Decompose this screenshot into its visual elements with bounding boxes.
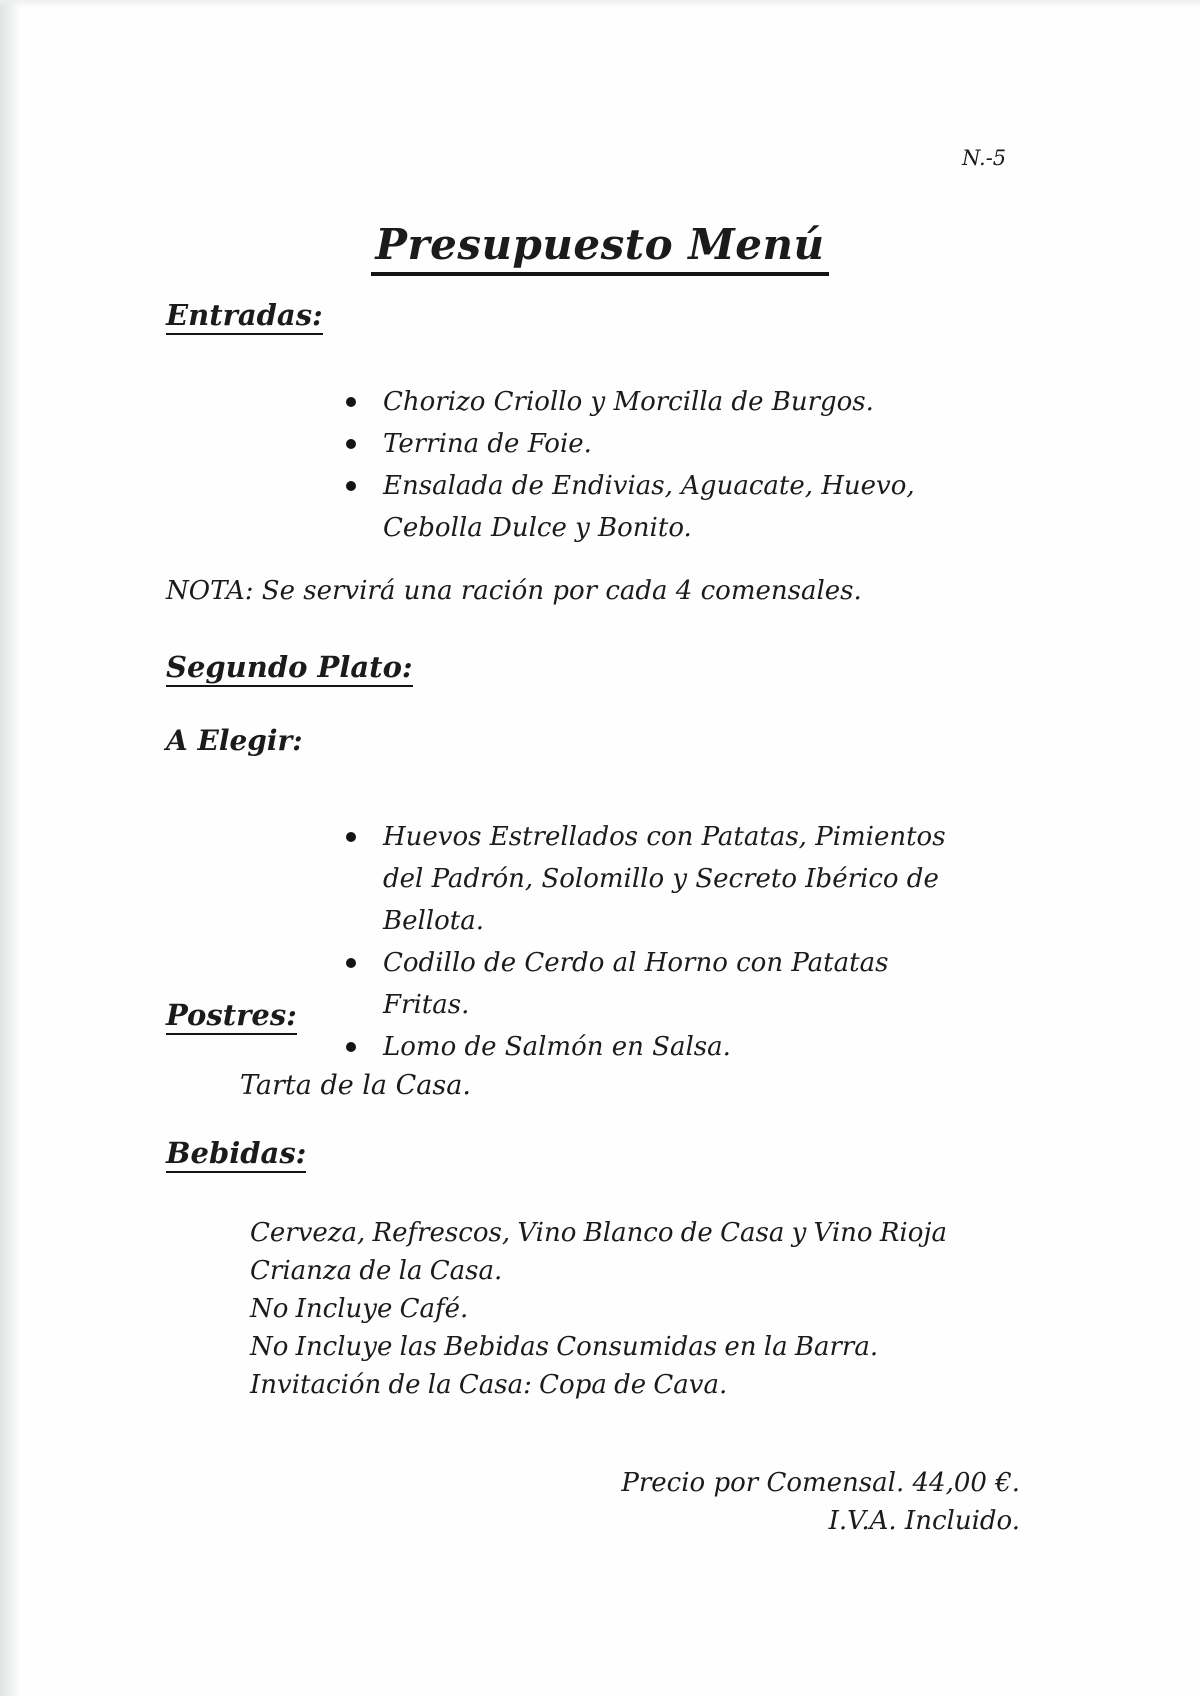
bullet-icon <box>346 958 356 968</box>
section-heading-postres <box>166 998 297 1035</box>
segundo-plato-list <box>346 816 958 1068</box>
list-item-text: Terrina de Foie. <box>383 429 592 459</box>
bullet-icon <box>346 1042 356 1052</box>
list-item <box>346 942 958 1026</box>
list-item <box>346 1026 958 1068</box>
entradas-list <box>346 381 954 549</box>
bullet-icon <box>346 832 356 842</box>
postre-item: Tarta de la Casa. <box>240 1070 471 1101</box>
serving-note: NOTA: Se servirá una ración por cada 4 comensales. <box>166 576 862 606</box>
bullet-icon <box>346 397 356 407</box>
list-item-text: Ensalada de Endivias, Aguacate, Huevo, Cebolla Dulce y Bonito. <box>383 471 915 543</box>
list-item <box>346 465 954 549</box>
section-heading-postres-text: Postres: <box>166 998 297 1035</box>
bebidas-line: No Incluye las Bebidas Consumidas en la Barra. <box>250 1332 879 1362</box>
bullet-icon <box>346 439 356 449</box>
bebidas-line: Cerveza, Refrescos, Vino Blanco de Casa y Vino Rioja Crianza de la Casa. <box>250 1218 947 1286</box>
list-item <box>346 423 954 465</box>
section-heading-entradas-text: Entradas: <box>166 298 323 335</box>
scan-edge-shadow-top <box>0 0 1200 8</box>
list-item-text: Lomo de Salmón en Salsa. <box>383 1032 731 1062</box>
page-number: N.-5 <box>962 146 1007 170</box>
price-footer <box>400 1464 1020 1540</box>
price-per-person: Precio por Comensal. 44,00 €. <box>621 1468 1020 1498</box>
bebidas-paragraph <box>250 1214 965 1404</box>
vat-included: I.V.A. Incluido. <box>828 1506 1020 1536</box>
bullet-icon <box>346 481 356 491</box>
bebidas-line: No Incluye Café. <box>250 1294 469 1324</box>
list-item-text: Codillo de Cerdo al Horno con Patatas Fritas. <box>383 948 889 1020</box>
list-item <box>346 381 954 423</box>
document-title <box>0 220 1200 276</box>
section-heading-bebidas <box>166 1136 306 1173</box>
list-item <box>346 816 958 942</box>
section-heading-segundo-plato-text: Segundo Plato: <box>166 650 413 687</box>
section-heading-entradas <box>166 298 323 335</box>
bebidas-line: Invitación de la Casa: Copa de Cava. <box>250 1370 728 1400</box>
subheading-a-elegir: A Elegir: <box>166 724 303 757</box>
section-heading-segundo-plato <box>166 650 413 687</box>
section-heading-bebidas-text: Bebidas: <box>166 1136 306 1173</box>
document-title-text: Presupuesto Menú <box>371 220 828 276</box>
list-item-text: Huevos Estrellados con Patatas, Pimientos del Padrón, Solomillo y Secreto Ibérico de Bellota. <box>383 822 946 936</box>
list-item-text: Chorizo Criollo y Morcilla de Burgos. <box>383 387 874 417</box>
